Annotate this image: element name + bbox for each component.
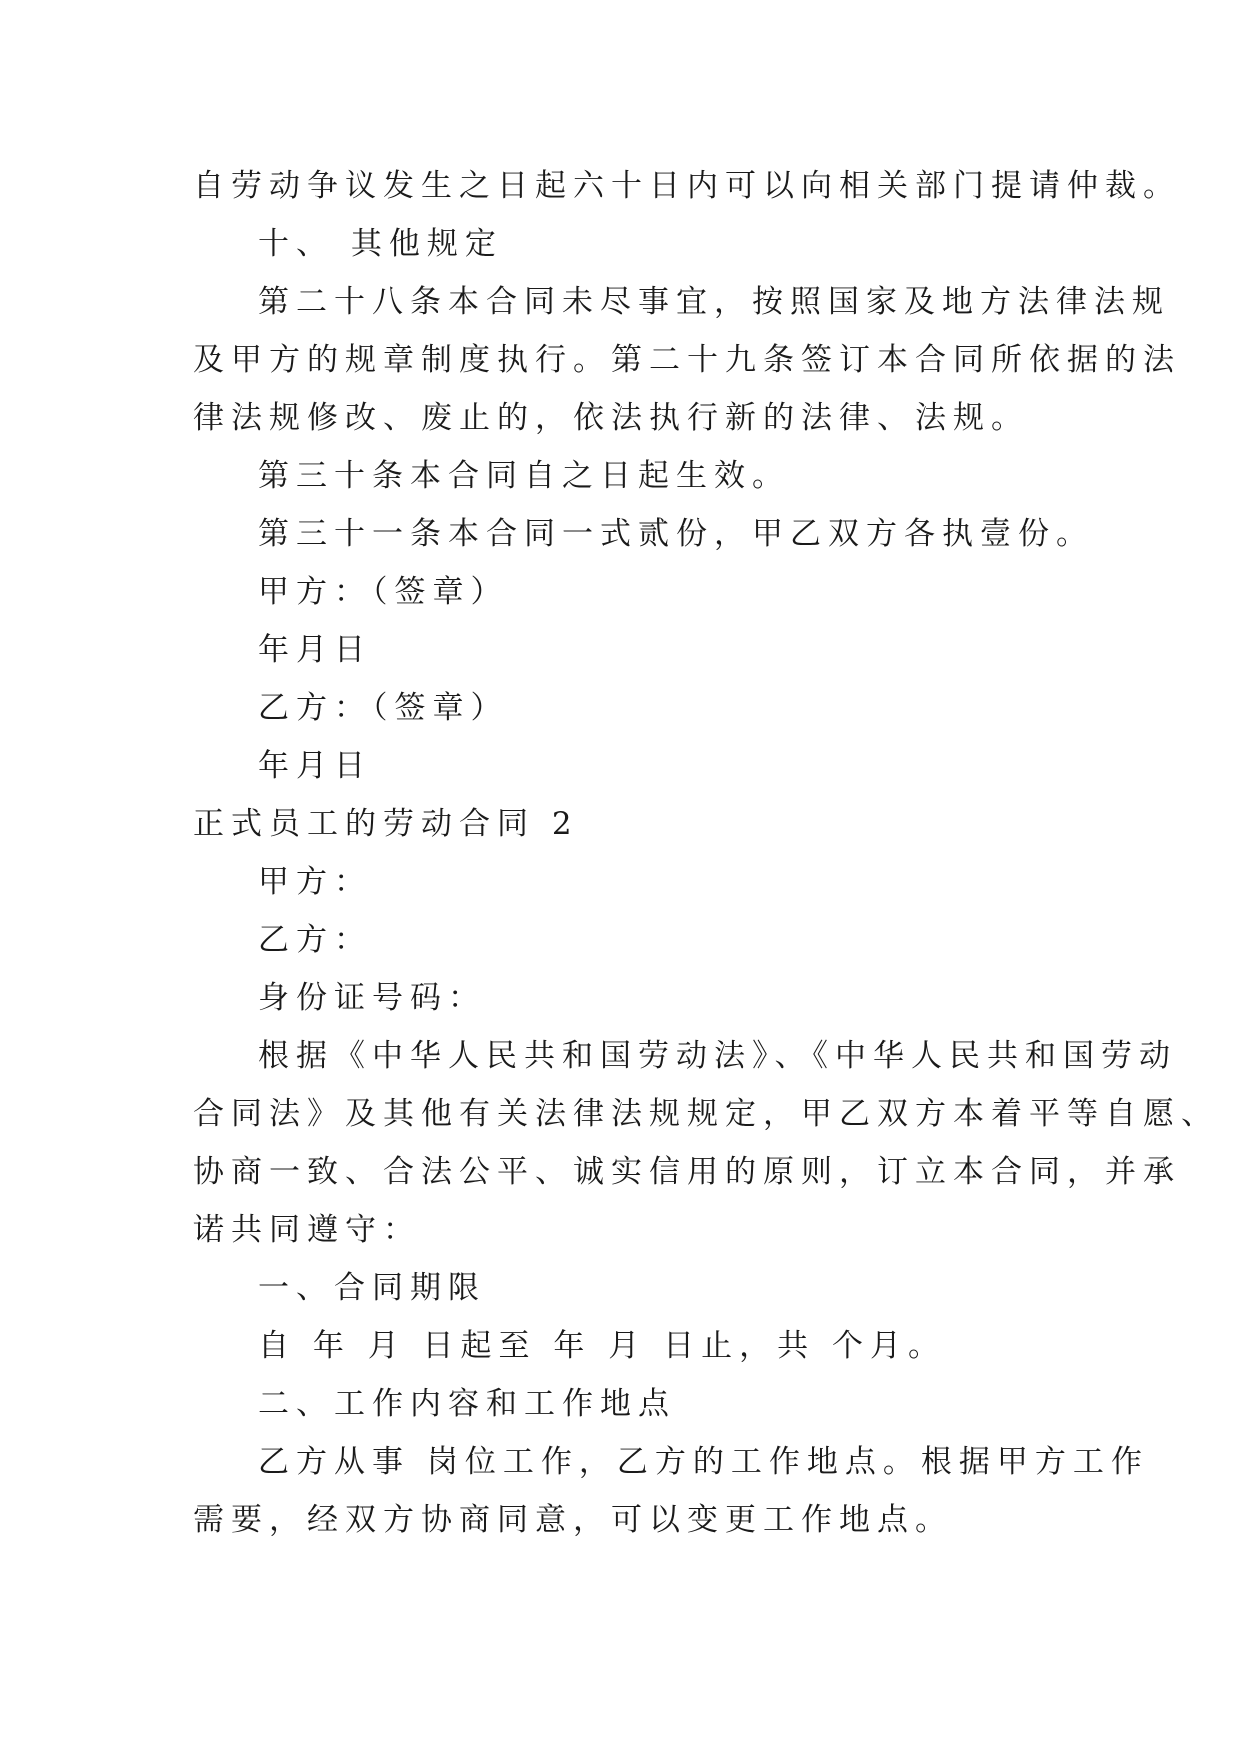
section-heading: 一、合同期限 xyxy=(258,1270,486,1306)
section-heading: 十、 其他规定 xyxy=(258,226,503,262)
date-line: 年月日 xyxy=(258,748,372,784)
text-line: 合同法》及其他有关法律法规规定，甲乙双方本着平等自愿、 xyxy=(193,1096,1219,1132)
party-a-line: 甲方： xyxy=(258,864,372,900)
date-line: 年月日 xyxy=(258,632,372,668)
text-line: 乙方从事 岗位工作，乙方的工作地点。根据甲方工作 xyxy=(258,1444,1149,1480)
text-line: 需要，经双方协商同意，可以变更工作地点。 xyxy=(193,1502,953,1538)
text-line: 自 年 月 日起至 年 月 日止，共 个月。 xyxy=(258,1328,946,1364)
text-line: 律法规修改、废止的，依法执行新的法律、法规。 xyxy=(193,400,1029,436)
text-line: 自劳动争议发生之日起六十日内可以向相关部门提请仲裁。 xyxy=(193,168,1181,204)
document-title: 正式员工的劳动合同 2 xyxy=(193,806,579,842)
text-line: 第三十条本合同自之日起生效。 xyxy=(258,458,790,494)
text-line: 协商一致、合法公平、诚实信用的原则，订立本合同，并承 xyxy=(193,1154,1181,1190)
section-heading: 二、工作内容和工作地点 xyxy=(258,1386,676,1422)
text-line: 诺共同遵守： xyxy=(193,1212,421,1248)
signature-line-party-a: 甲方：（签章） xyxy=(258,574,509,610)
text-line: 根据《中华人民共和国劳动法》、《中华人民共和国劳动 xyxy=(258,1038,1177,1074)
text-line: 第二十八条本合同未尽事宜，按照国家及地方法律法规 xyxy=(258,284,1170,320)
text-line: 第三十一条本合同一式贰份，甲乙双方各执壹份。 xyxy=(258,516,1094,552)
text-line: 及甲方的规章制度执行。第二十九条签订本合同所依据的法 xyxy=(193,342,1181,378)
signature-line-party-b: 乙方：（签章） xyxy=(258,690,509,726)
id-number-line: 身份证号码： xyxy=(258,980,486,1016)
party-b-line: 乙方： xyxy=(258,922,372,958)
